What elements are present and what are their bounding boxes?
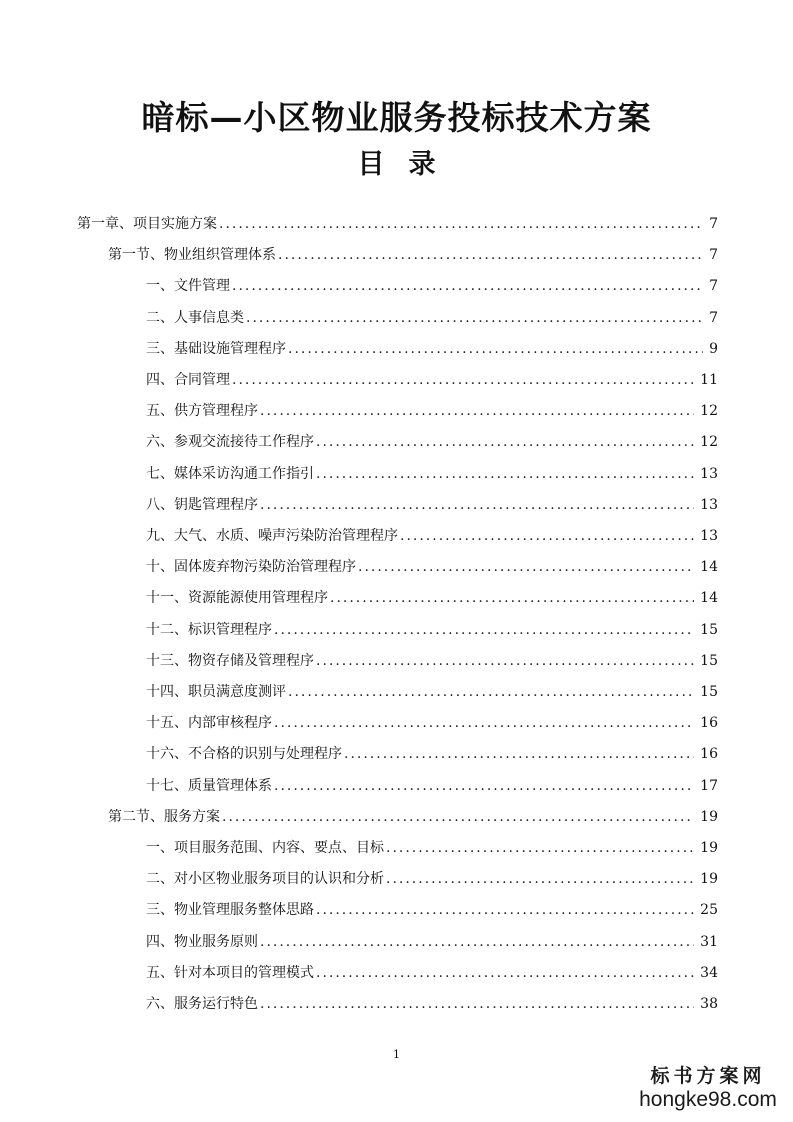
toc-entry-label: 一、项目服务范围、内容、要点、目标 — [146, 840, 384, 856]
toc-leader-dots — [344, 744, 694, 764]
toc-entry[interactable] — [146, 900, 718, 920]
toc-leader-dots — [330, 588, 694, 608]
toc-entry-page: 31 — [700, 933, 718, 950]
toc-entry-page: 25 — [700, 902, 718, 919]
toc-leader-dots — [358, 557, 694, 577]
toc-entry[interactable] — [108, 245, 718, 265]
toc-entry[interactable] — [146, 620, 718, 640]
toc-entry-label: 十一、资源能源使用管理程序 — [146, 590, 328, 607]
toc-leader-dots — [260, 994, 694, 1014]
toc-entry-label: 十四、职员满意度测评 — [146, 684, 286, 700]
toc-entry[interactable] — [146, 776, 718, 796]
toc-entry[interactable] — [146, 682, 718, 702]
toc-entry-page: 7 — [709, 278, 718, 295]
toc-entry[interactable] — [146, 651, 718, 671]
toc-entry-label: 五、供方管理程序 — [146, 403, 258, 420]
toc-leader-dots — [386, 869, 694, 889]
toc-heading-part-2: 录 — [408, 149, 436, 180]
toc-leader-dots — [278, 245, 703, 265]
toc-entry-page: 34 — [700, 964, 718, 981]
toc-entry-page: 7 — [709, 247, 718, 264]
toc-entry-label: 二、对小区物业服务项目的认识和分析 — [146, 871, 384, 888]
toc-entry-page: 7 — [709, 309, 718, 326]
toc-entry-page: 19 — [700, 840, 718, 856]
toc-entry[interactable] — [146, 994, 718, 1014]
toc-entry-page: 15 — [700, 621, 718, 638]
toc-entry-page: 14 — [700, 559, 718, 576]
document-title: 暗标—小区物业服务投标技术方案 — [141, 98, 652, 137]
toc-entry[interactable] — [146, 495, 718, 515]
toc-leader-dots — [260, 932, 694, 952]
toc-leader-dots — [222, 807, 694, 827]
toc-entry[interactable] — [146, 370, 718, 390]
toc-entry[interactable] — [146, 588, 718, 608]
toc-leader-dots — [274, 713, 694, 733]
toc-entry-label: 十五、内部审核程序 — [146, 715, 272, 732]
toc-entry-page: 13 — [700, 528, 718, 544]
toc-entry-page: 13 — [700, 496, 718, 513]
toc-entry-label: 三、物业管理服务整体思路 — [146, 902, 314, 919]
toc-entry-page: 7 — [709, 216, 718, 232]
toc-leader-dots — [316, 900, 694, 920]
toc-entry-label: 十三、物资存储及管理程序 — [146, 652, 314, 669]
toc-entry[interactable] — [146, 464, 718, 484]
toc-entry-page: 17 — [700, 777, 718, 794]
toc-entry[interactable] — [77, 214, 718, 234]
toc-leader-dots — [386, 838, 694, 858]
toc-entry[interactable] — [146, 713, 718, 733]
toc-entry-label: 四、合同管理 — [146, 372, 230, 388]
toc-entry-label: 十二、标识管理程序 — [146, 621, 272, 638]
toc-leader-dots — [288, 682, 694, 702]
toc-entry-label: 六、参观交流接待工作程序 — [146, 434, 314, 451]
page-number: 1 — [393, 1048, 400, 1061]
toc-leader-dots — [274, 776, 694, 796]
toc-leader-dots — [260, 401, 694, 421]
toc-entry[interactable] — [146, 557, 718, 577]
toc-entry-page: 38 — [700, 996, 718, 1012]
toc-entry-page: 19 — [700, 871, 718, 888]
toc-entry-label: 九、大气、水质、噪声污染防治管理程序 — [146, 528, 398, 544]
toc-leader-dots — [260, 495, 694, 515]
toc-entry-page: 19 — [700, 808, 718, 825]
toc-heading — [0, 142, 793, 181]
toc-entry[interactable] — [146, 963, 718, 983]
toc-entry-label: 十六、不合格的识别与处理程序 — [146, 746, 342, 763]
toc-entry[interactable] — [146, 526, 718, 546]
toc-entry-page: 15 — [700, 684, 718, 700]
toc-entry[interactable] — [146, 744, 718, 764]
toc-entry[interactable] — [108, 807, 718, 827]
toc-entry-label: 八、钥匙管理程序 — [146, 496, 258, 513]
toc-entry-page: 14 — [700, 590, 718, 607]
toc-entry-page: 12 — [700, 434, 718, 451]
toc-entry-label: 四、物业服务原则 — [146, 933, 258, 950]
toc-entry-label: 一、文件管理 — [146, 278, 230, 295]
toc-entry-label: 七、媒体采访沟通工作指引 — [146, 465, 314, 482]
toc-entry[interactable] — [146, 339, 718, 359]
toc-entry[interactable] — [146, 308, 718, 328]
toc-leader-dots — [246, 308, 703, 328]
toc-leader-dots — [316, 432, 694, 452]
toc-heading-part-1: 目 — [357, 149, 385, 180]
toc-leader-dots — [232, 276, 703, 296]
toc-entry-page: 16 — [700, 715, 718, 732]
toc-entry[interactable] — [146, 869, 718, 889]
toc-leader-dots — [288, 339, 703, 359]
toc-leader-dots — [274, 620, 694, 640]
toc-entry-page: 11 — [700, 372, 718, 388]
toc-entry-label: 三、基础设施管理程序 — [146, 340, 286, 357]
toc-entry[interactable] — [146, 932, 718, 952]
toc-leader-dots — [400, 526, 694, 546]
toc-entry-label: 十、固体废弃物污染防治管理程序 — [146, 559, 356, 576]
toc-leader-dots — [316, 464, 694, 484]
toc-entry[interactable] — [146, 432, 718, 452]
toc-leader-dots — [316, 963, 694, 983]
watermark-site-name: 标书方案网 — [650, 1065, 766, 1087]
toc-entry-page: 16 — [700, 746, 718, 763]
toc-entry-label: 第一章、项目实施方案 — [77, 216, 217, 232]
toc-entry-page: 13 — [700, 465, 718, 482]
toc-entry-label: 二、人事信息类 — [146, 309, 244, 326]
toc-leader-dots — [316, 651, 694, 671]
toc-entry-label: 第一节、物业组织管理体系 — [108, 247, 276, 264]
toc-leader-dots — [219, 214, 703, 234]
toc-entry-label: 六、服务运行特色 — [146, 996, 258, 1012]
watermark-url: hongke98.com — [639, 1088, 777, 1111]
toc-entry-page: 9 — [709, 340, 718, 357]
toc-entry-page: 12 — [700, 403, 718, 420]
toc-entry[interactable] — [146, 276, 718, 296]
toc-entry-label: 第二节、服务方案 — [108, 808, 220, 825]
site-watermark — [633, 1064, 783, 1112]
toc-entry-label: 十七、质量管理体系 — [146, 777, 272, 794]
toc-leader-dots — [232, 370, 694, 390]
toc-entry-page: 15 — [700, 652, 718, 669]
toc-entry-label: 五、针对本项目的管理模式 — [146, 964, 314, 981]
toc-entry[interactable] — [146, 838, 718, 858]
toc-entry[interactable] — [146, 401, 718, 421]
